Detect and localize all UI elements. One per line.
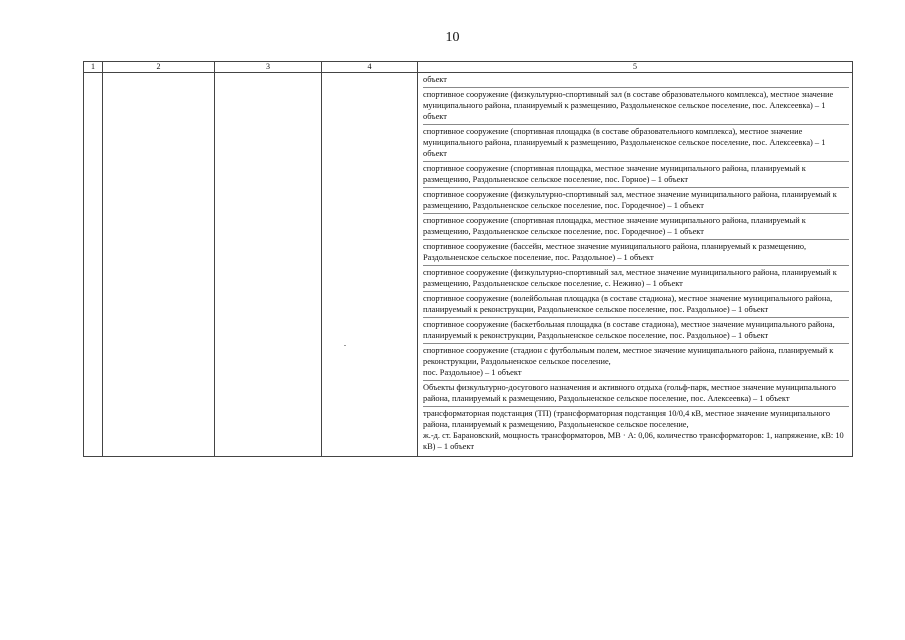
list-item: спортивное сооружение (спортивная площадка, местное значение муниципального района, планируемый к размещению, Раздольненское сельское поселение, пос. Городечное) – 1 объект [423,214,849,240]
list-item: спортивное сооружение (спортивная площадка (в составе образовательного комплекса), местное значение муниципального района, планируемый к размещению, Раздольненское сельское поселение, пос. Алексеевка) – 1 объект [423,125,849,162]
column-header-5: 5 [418,62,853,73]
entry-list [418,73,852,456]
column-header-3: 3 [215,62,322,73]
cell-col-4 [322,73,418,457]
column-header-1: 1 [84,62,103,73]
cell-col-3 [215,73,322,457]
column-header-2: 2 [103,62,215,73]
list-item: спортивное сооружение (баскетбольная площадка (в составе стадиона), местное значение муниципального района, планируемый к реконструкции, Раздольненское сельское поселение, пос. Раздольное) – 1 объект [423,318,849,344]
cell-col-2 [103,73,215,457]
list-item: спортивное сооружение (волейбольная площадка (в составе стадиона), местное значение муниципального района, планируемый к реконструкции, Раздольненское сельское поселение, пос. Раздольное) – 1 объект [423,292,849,318]
list-item: спортивное сооружение (спортивная площадка, местное значение муниципального района, планируемый к размещению, Раздольненское сельское поселение, пос. Горное) – 1 объект [423,162,849,188]
cell-col-1 [84,73,103,457]
page-number: 10 [445,30,460,45]
list-item: спортивное сооружение (физкультурно-спортивный зал, местное значение муниципального района, планируемый к размещению, Раздольненское сельское поселение, пос. Городечное) – 1 объект [423,188,849,214]
document-table [83,61,853,457]
column-header-4: 4 [322,62,418,73]
list-item: спортивное сооружение (физкультурно-спортивный зал, местное значение муниципального района, планируемый к размещению, Раздольненское сельское поселение, с. Нежино) – 1 объект [423,266,849,292]
cell-col-5 [418,73,853,457]
list-item: спортивное сооружение (бассейн, местное значение муниципального района, планируемый к размещению, Раздольненское сельское поселение, пос. Раздольное) – 1 объект [423,240,849,266]
table-row [84,73,853,457]
list-item: трансформаторная подстанция (ТП) (трансформаторная подстанция 10/0,4 кВ, местное значение муниципального района, планируемый к размещению, Раздольненское сельское поселение, ж.-д. ст. Барановский, мощность трансформаторов, МВ · А: 0,06, количество трансформаторов: 1, напряжение, кВ: 10 кВ) – 1 объект [423,409,844,451]
scan-speck [344,345,346,346]
list-item: объект [423,73,849,88]
table-header-row [84,62,853,73]
list-item: спортивное сооружение (стадион с футбольным полем, местное значение муниципального района, планируемый к реконструкции, Раздольненское сельское поселение, пос. Раздольное) – 1 объект [423,344,849,381]
list-item: спортивное сооружение (физкультурно-спортивный зал (в составе образовательного комплекса), местное значение муниципального района, планируемый к размещению, Раздольненское сельское поселение, пос. Алексеевка) – 1 объект [423,88,849,125]
list-item: Объекты физкультурно-досугового назначения и активного отдыха (гольф-парк, местное значение муниципального района, планируемый к размещению, Раздольненское сельское поселение, пос. Алексеевка) – 1 объект [423,381,849,407]
